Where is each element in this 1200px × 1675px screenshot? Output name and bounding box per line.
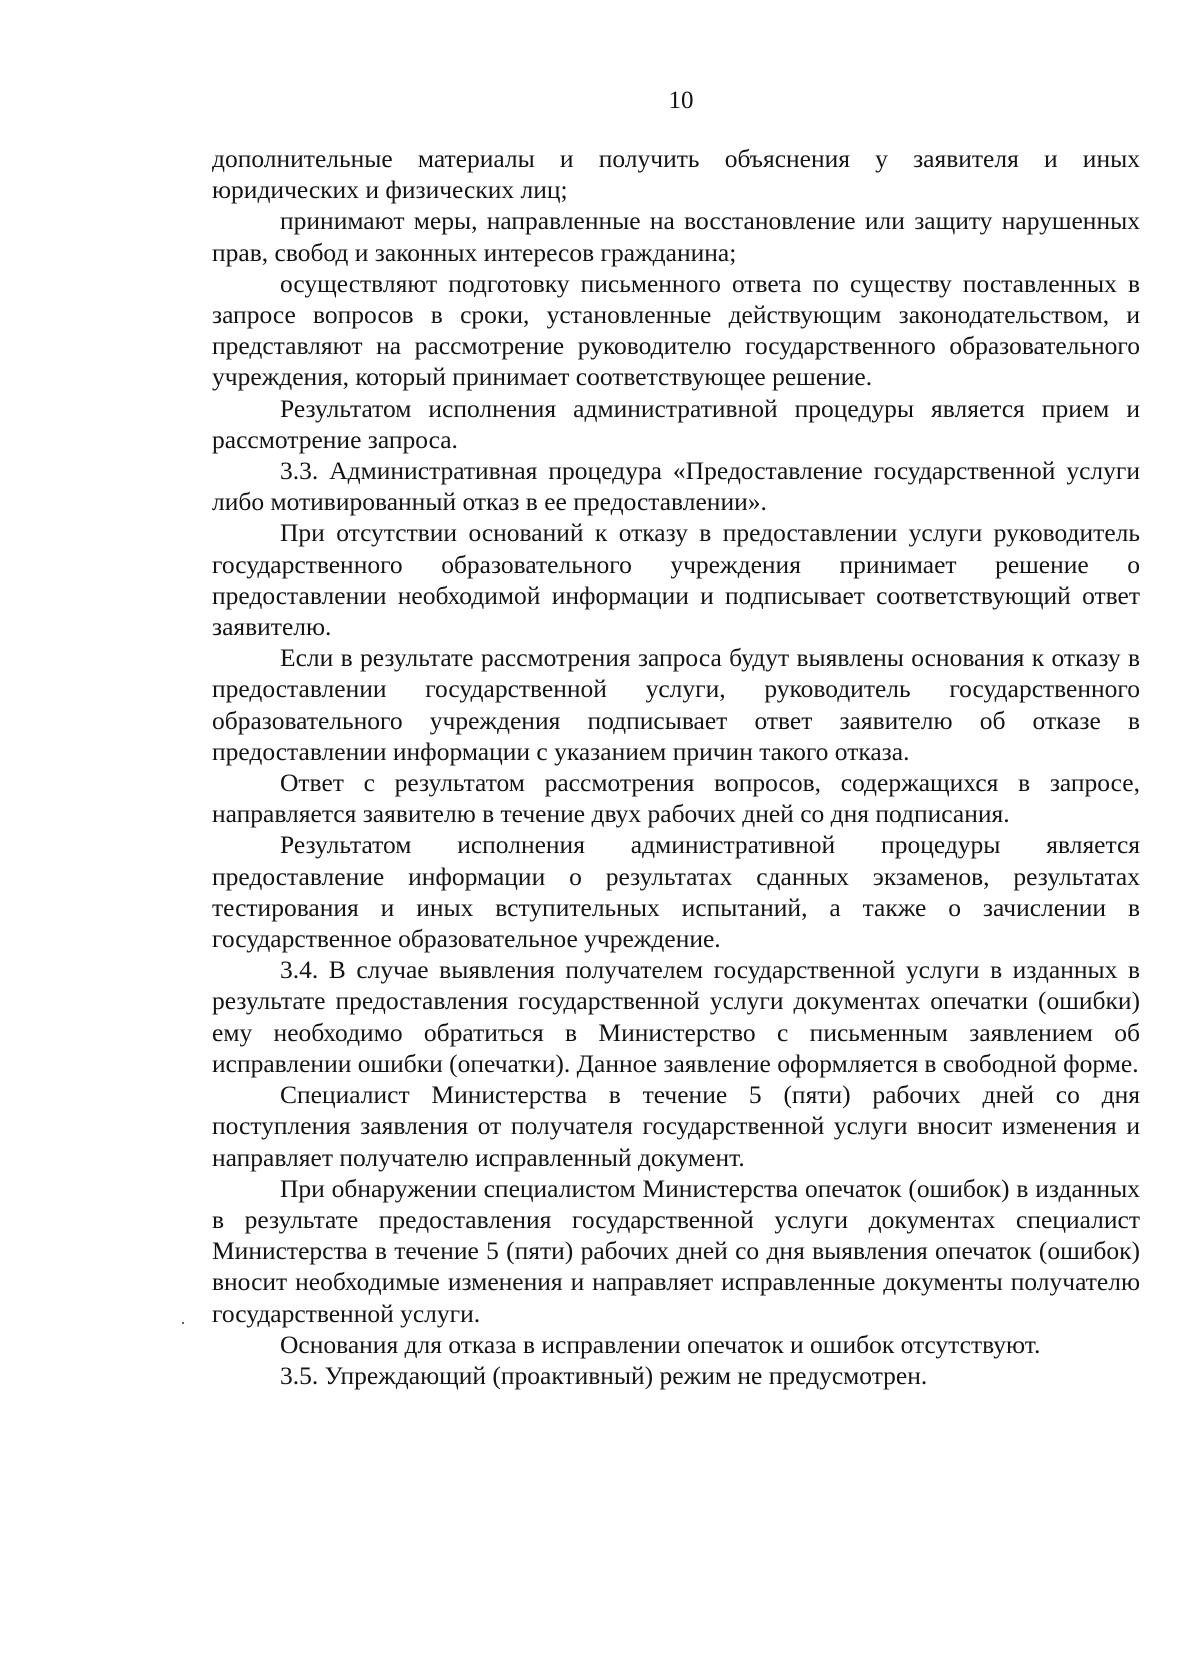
paragraph-refusal: Если в результате рассмотрения запроса будут выявлены основания к отказу в предоставлении государственной услуги, руководитель государственного образовательного учреждения подписывает ответ заявителю об отказе в предоставлении информации с указанием причин такого отказа. bbox=[212, 643, 1140, 766]
section-3-5: 3.5. Упреждающий (проактивный) режим не предусмотрен. bbox=[280, 1360, 928, 1390]
paragraph-measures: принимают меры, направленные на восстановление или защиту нарушенных прав, свобод и законных интересов гражданина; bbox=[212, 206, 1140, 267]
paragraph-answer-sent: Ответ с результатом рассмотрения вопросов, содержащихся в запросе, направляется заявителю в течение двух рабочих дней со дня подписания. bbox=[212, 768, 1140, 829]
page-number: 10 bbox=[668, 87, 694, 114]
section-3-4: 3.4. В случае выявления получателем государственной услуги в изданных в результате предоставления государственной услуги документах опечатки (ошибки) ему необходимо обратиться в Министерство с письменным заявлением об исправлении ошибки (опечатки). Данное заявление оформляется в свободной форме. bbox=[212, 955, 1140, 1078]
paragraph-written-answer: осуществляют подготовку письменного ответа по существу поставленных в запросе вопросов в сроки, установленные действующим законодательством, и представляют на рассмотрение руководителю государственного образовательного учреждения, который принимает соответствующее решение. bbox=[212, 268, 1140, 392]
paragraph-result-request: Результатом исполнения административной процедуры является прием и рассмотрение запроса. bbox=[212, 393, 1140, 454]
paragraph-continuation: дополнительные материалы и получить объяснения у заявителя и иных юридических и физических лиц; bbox=[212, 144, 1140, 205]
paragraph-typo-detection: При обнаружении специалистом Министерства опечаток (ошибок) в изданных в результате предоставления государственной услуги документах специалист Министерства в течение 5 (пяти) рабочих дней со дня выявления опечаток (ошибок) вносит необходимые изменения и направляет исправленные документы получателю государственной услуги. bbox=[212, 1173, 1140, 1328]
section-3-3: 3.3. Административная процедура «Предоставление государственной услуги либо мотивированный отказ в ее предоставлении». bbox=[212, 456, 1140, 517]
paragraph-specialist-corrects: Специалист Министерства в течение 5 (пяти) рабочих дней со дня поступления заявления от получателя государственной услуги вносит изменения и направляет получателю исправленный документ. bbox=[212, 1080, 1140, 1172]
document-body bbox=[212, 143, 1140, 1391]
paragraph-no-refusal-grounds: Основания для отказа в исправлении опечаток и ошибок отсутствуют. bbox=[280, 1329, 1041, 1359]
scan-speck bbox=[182, 1322, 184, 1324]
paragraph-no-grounds: При отсутствии оснований к отказу в предоставлении услуги руководитель государственного образовательного учреждения принимает решение о предоставлении необходимой информации и подписывает соответствующий ответ заявителю. bbox=[212, 518, 1140, 642]
paragraph-result-info: Результатом исполнения административной процедуры является предоставление информации о результатах сданных экзаменов, результатах тестирования и иных вступительных испытаний, а также о зачислении в государственное образовательное учреждение. bbox=[212, 830, 1140, 954]
